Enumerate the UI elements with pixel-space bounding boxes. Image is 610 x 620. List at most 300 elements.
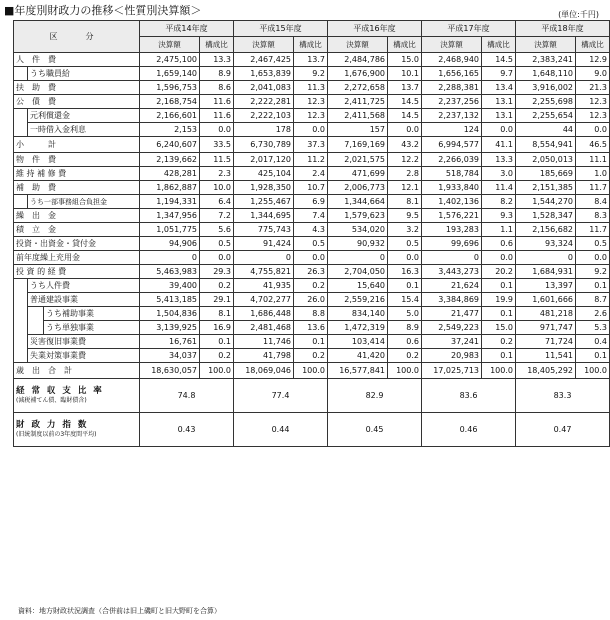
ratio-cell: 100.0	[294, 363, 328, 379]
ratio-cell: 7.2	[200, 209, 234, 223]
ratio-cell: 3.0	[482, 167, 516, 181]
amount-cell: 2,021,575	[328, 153, 388, 167]
amount-cell: 2,288,381	[422, 81, 482, 95]
amount-cell: 1,684,931	[516, 265, 576, 279]
year-header: 平成17年度	[422, 21, 516, 37]
amount-cell: 2,222,281	[234, 95, 294, 109]
ratio-cell: 26.0	[294, 293, 328, 307]
ratio-cell: 13.7	[388, 81, 422, 95]
ratio-cell: 8.1	[388, 195, 422, 209]
ratio-cell: 0.5	[388, 237, 422, 251]
ratio-cell: 11.7	[576, 181, 610, 195]
amount-cell: 1,344,664	[328, 195, 388, 209]
year-header: 平成18年度	[516, 21, 610, 37]
ratio-cell: 11.2	[294, 153, 328, 167]
indent-cell	[28, 307, 44, 321]
ratio-cell: 15.0	[388, 53, 422, 67]
ratio-cell: 9.2	[576, 265, 610, 279]
ratio-cell: 0.6	[482, 237, 516, 251]
unit-label: (単位:千円)	[558, 10, 599, 19]
ratio-cell: 7.4	[294, 209, 328, 223]
ratio-cell: 0.1	[482, 279, 516, 293]
ratio-cell: 9.2	[294, 67, 328, 81]
ratio-cell: 10.7	[294, 181, 328, 195]
ratio-cell: 2.4	[294, 167, 328, 181]
ratio-cell: 8.3	[576, 209, 610, 223]
amount-cell: 2,475,100	[140, 53, 200, 67]
row-label: 公 債 費	[14, 95, 140, 109]
amount-cell: 1,544,270	[516, 195, 576, 209]
ratio-subheader: 構成比	[388, 37, 422, 53]
amount-cell: 1,648,110	[516, 67, 576, 81]
ratio-cell: 2.6	[576, 307, 610, 321]
row-label: うち職員給	[28, 67, 140, 81]
amount-cell: 13,397	[516, 279, 576, 293]
ratio-subheader: 構成比	[482, 37, 516, 53]
amount-cell: 124	[422, 123, 482, 137]
amount-cell: 93,324	[516, 237, 576, 251]
amount-cell: 1,862,887	[140, 181, 200, 195]
ratio-cell: 0.2	[388, 349, 422, 363]
table-row	[14, 109, 610, 123]
row-label: 元利償還金	[28, 109, 140, 123]
year-header: 平成14年度	[140, 21, 234, 37]
amount-cell: 1,933,840	[422, 181, 482, 195]
table-row	[14, 137, 610, 153]
summary-value: 74.8	[140, 379, 234, 413]
amount-cell: 775,743	[234, 223, 294, 237]
amount-cell: 103,414	[328, 335, 388, 349]
amount-cell: 1,504,836	[140, 307, 200, 321]
ratio-cell: 1.1	[482, 223, 516, 237]
summary-note: (旧統制度以前の3年度間平均)	[16, 430, 97, 438]
amount-cell: 2,050,013	[516, 153, 576, 167]
row-label: 歳 出 合 計	[14, 363, 140, 379]
amount-cell: 2,255,654	[516, 109, 576, 123]
row-label: うち人件費	[28, 279, 140, 293]
summary-title: 財 政 力 指 数	[16, 419, 89, 430]
ratio-cell: 14.5	[388, 109, 422, 123]
ratio-cell: 13.7	[294, 53, 328, 67]
ratio-cell: 0.1	[294, 335, 328, 349]
amount-cell: 2,237,132	[422, 109, 482, 123]
amount-cell: 1,347,956	[140, 209, 200, 223]
amount-cell: 2,549,223	[422, 321, 482, 335]
row-label: 積 立 金	[14, 223, 140, 237]
ratio-cell: 33.5	[200, 137, 234, 153]
row-label: うち補助事業	[44, 307, 140, 321]
ratio-cell: 6.4	[200, 195, 234, 209]
amount-cell: 1,194,331	[140, 195, 200, 209]
ratio-cell: 16.9	[200, 321, 234, 335]
amount-cell: 1,596,753	[140, 81, 200, 95]
amount-cell: 71,724	[516, 335, 576, 349]
ratio-cell: 100.0	[200, 363, 234, 379]
ratio-cell: 0.0	[200, 123, 234, 137]
amount-cell: 0	[140, 251, 200, 265]
ratio-cell: 13.3	[200, 53, 234, 67]
ratio-cell: 11.1	[576, 153, 610, 167]
amount-cell: 91,424	[234, 237, 294, 251]
ratio-cell: 0.2	[482, 335, 516, 349]
row-label: 投 資 的 経 費	[14, 265, 140, 279]
summary-value: 83.6	[422, 379, 516, 413]
year-header: 平成15年度	[234, 21, 328, 37]
table-row	[14, 307, 610, 321]
row-label: 人 件 費	[14, 53, 140, 67]
amount-cell: 1,472,319	[328, 321, 388, 335]
ratio-cell: 0.1	[388, 279, 422, 293]
amount-cell: 6,240,607	[140, 137, 200, 153]
amount-cell: 94,906	[140, 237, 200, 251]
amount-cell: 534,020	[328, 223, 388, 237]
indent-cell	[14, 293, 28, 307]
ratio-cell: 12.2	[388, 153, 422, 167]
ratio-cell: 1.0	[576, 167, 610, 181]
summary-value: 0.43	[140, 413, 234, 447]
table-row	[14, 53, 610, 67]
amount-cell: 6,994,577	[422, 137, 482, 153]
ratio-cell: 0.5	[200, 237, 234, 251]
ratio-cell: 12.3	[294, 109, 328, 123]
table-row	[14, 81, 610, 95]
ratio-cell: 100.0	[576, 363, 610, 379]
amount-cell: 2,255,698	[516, 95, 576, 109]
ratio-cell: 0.0	[388, 251, 422, 265]
amount-cell: 1,528,347	[516, 209, 576, 223]
table-row	[14, 195, 610, 209]
amount-cell: 1,928,350	[234, 181, 294, 195]
row-label: 扶 助 費	[14, 81, 140, 95]
amount-subheader: 決算額	[140, 37, 200, 53]
row-label: 投資・出資金・貸付金	[14, 237, 140, 251]
amount-cell: 11,541	[516, 349, 576, 363]
ratio-cell: 13.1	[482, 109, 516, 123]
ratio-cell: 100.0	[388, 363, 422, 379]
amount-cell: 481,218	[516, 307, 576, 321]
amount-cell: 2,237,256	[422, 95, 482, 109]
summary-note: (減税補てん債、臨財債含)	[16, 396, 87, 404]
amount-cell: 1,576,221	[422, 209, 482, 223]
amount-cell: 157	[328, 123, 388, 137]
indent-cell	[14, 321, 28, 335]
ratio-cell: 12.1	[388, 181, 422, 195]
row-label: 小 計	[14, 137, 140, 153]
ratio-cell: 5.3	[576, 321, 610, 335]
amount-cell: 518,784	[422, 167, 482, 181]
ratio-cell: 6.9	[294, 195, 328, 209]
finance-table	[13, 20, 610, 447]
amount-cell: 185,669	[516, 167, 576, 181]
amount-cell: 2,481,468	[234, 321, 294, 335]
ratio-cell: 16.3	[388, 265, 422, 279]
amount-cell: 2,704,050	[328, 265, 388, 279]
amount-cell: 5,463,983	[140, 265, 200, 279]
amount-cell: 0	[422, 251, 482, 265]
amount-cell: 2,153	[140, 123, 200, 137]
amount-cell: 3,384,869	[422, 293, 482, 307]
ratio-cell: 0.0	[294, 123, 328, 137]
amount-cell: 7,169,169	[328, 137, 388, 153]
ratio-subheader: 構成比	[576, 37, 610, 53]
amount-cell: 17,025,713	[422, 363, 482, 379]
ratio-cell: 0.1	[576, 349, 610, 363]
row-label: 災害復旧事業費	[28, 335, 140, 349]
ratio-cell: 100.0	[482, 363, 516, 379]
amount-cell: 18,405,292	[516, 363, 576, 379]
summary-value: 0.46	[422, 413, 516, 447]
amount-cell: 6,730,789	[234, 137, 294, 153]
amount-cell: 2,151,385	[516, 181, 576, 195]
amount-cell: 2,411,725	[328, 95, 388, 109]
amount-cell: 971,747	[516, 321, 576, 335]
ratio-cell: 0.0	[482, 123, 516, 137]
amount-cell: 18,069,046	[234, 363, 294, 379]
ratio-cell: 0.0	[482, 251, 516, 265]
ratio-cell: 0.0	[388, 123, 422, 137]
ratio-cell: 0.1	[482, 307, 516, 321]
row-label: 物 件 費	[14, 153, 140, 167]
row-label: 維 持 補 修 費	[14, 167, 140, 181]
amount-subheader: 決算額	[328, 37, 388, 53]
amount-cell: 1,601,666	[516, 293, 576, 307]
amount-cell: 18,630,057	[140, 363, 200, 379]
ratio-cell: 8.9	[388, 321, 422, 335]
amount-cell: 8,554,941	[516, 137, 576, 153]
amount-cell: 37,241	[422, 335, 482, 349]
table-row	[14, 335, 610, 349]
summary-value: 82.9	[328, 379, 422, 413]
row-label: 一時借入金利息	[28, 123, 140, 137]
ratio-cell: 11.7	[576, 223, 610, 237]
amount-cell: 4,702,277	[234, 293, 294, 307]
ratio-cell: 0.1	[482, 349, 516, 363]
ratio-cell: 29.1	[200, 293, 234, 307]
ratio-cell: 19.9	[482, 293, 516, 307]
amount-cell: 41,935	[234, 279, 294, 293]
amount-cell: 41,420	[328, 349, 388, 363]
table-row	[14, 153, 610, 167]
table-row	[14, 95, 610, 109]
ratio-cell: 13.6	[294, 321, 328, 335]
ratio-cell: 5.6	[200, 223, 234, 237]
ratio-subheader: 構成比	[200, 37, 234, 53]
amount-cell: 428,281	[140, 167, 200, 181]
ratio-cell: 8.9	[200, 67, 234, 81]
ratio-cell: 0.5	[576, 237, 610, 251]
amount-cell: 1,656,165	[422, 67, 482, 81]
ratio-cell: 0.4	[576, 335, 610, 349]
ratio-subheader: 構成比	[294, 37, 328, 53]
amount-cell: 1,686,448	[234, 307, 294, 321]
row-label: 前年度繰上充用金	[14, 251, 140, 265]
amount-cell: 1,676,900	[328, 67, 388, 81]
amount-cell: 1,344,695	[234, 209, 294, 223]
summary-value: 0.47	[516, 413, 610, 447]
amount-cell: 1,255,467	[234, 195, 294, 209]
row-label: 失業対策事業費	[28, 349, 140, 363]
ratio-cell: 8.8	[294, 307, 328, 321]
ratio-cell: 10.0	[200, 181, 234, 195]
ratio-cell: 11.6	[200, 95, 234, 109]
amount-cell: 2,222,103	[234, 109, 294, 123]
ratio-cell: 0.0	[576, 251, 610, 265]
summary-row	[14, 413, 610, 447]
table-row	[14, 321, 610, 335]
ratio-cell: 9.3	[482, 209, 516, 223]
amount-subheader: 決算額	[516, 37, 576, 53]
ratio-cell: 3.2	[388, 223, 422, 237]
ratio-cell: 29.3	[200, 265, 234, 279]
ratio-cell: 41.1	[482, 137, 516, 153]
ratio-cell: 0.6	[388, 335, 422, 349]
ratio-cell: 14.5	[482, 53, 516, 67]
amount-cell: 1,051,775	[140, 223, 200, 237]
ratio-cell: 0.2	[294, 279, 328, 293]
amount-cell: 3,139,925	[140, 321, 200, 335]
summary-title: 経 常 収 支 比 率	[16, 385, 104, 396]
ratio-cell: 2.3	[200, 167, 234, 181]
ratio-cell: 0.2	[294, 349, 328, 363]
ratio-cell: 0.1	[576, 279, 610, 293]
ratio-cell: 21.3	[576, 81, 610, 95]
ratio-cell: 8.2	[482, 195, 516, 209]
amount-cell: 2,467,425	[234, 53, 294, 67]
summary-label	[14, 413, 140, 447]
ratio-cell: 0.2	[200, 349, 234, 363]
ratio-cell: 0.2	[200, 279, 234, 293]
ratio-cell: 15.4	[388, 293, 422, 307]
ratio-cell: 37.3	[294, 137, 328, 153]
amount-cell: 16,761	[140, 335, 200, 349]
amount-cell: 1,402,136	[422, 195, 482, 209]
ratio-cell: 13.4	[482, 81, 516, 95]
summary-label	[14, 379, 140, 413]
amount-cell: 2,139,662	[140, 153, 200, 167]
amount-cell: 15,640	[328, 279, 388, 293]
ratio-cell: 0.0	[200, 251, 234, 265]
ratio-cell: 13.1	[482, 95, 516, 109]
amount-cell: 2,272,658	[328, 81, 388, 95]
ratio-cell: 9.7	[482, 67, 516, 81]
ratio-cell: 11.6	[200, 109, 234, 123]
amount-cell: 3,916,002	[516, 81, 576, 95]
ratio-cell: 8.7	[576, 293, 610, 307]
year-header: 平成16年度	[328, 21, 422, 37]
ratio-cell: 12.3	[294, 95, 328, 109]
indent-cell	[14, 335, 28, 349]
amount-cell: 2,017,120	[234, 153, 294, 167]
table-row	[14, 363, 610, 379]
table-row	[14, 167, 610, 181]
amount-cell: 2,559,216	[328, 293, 388, 307]
table-row	[14, 349, 610, 363]
ratio-cell: 0.0	[576, 123, 610, 137]
amount-cell: 11,746	[234, 335, 294, 349]
table-row	[14, 293, 610, 307]
ratio-cell: 2.8	[388, 167, 422, 181]
ratio-cell: 26.3	[294, 265, 328, 279]
summary-value: 77.4	[234, 379, 328, 413]
amount-cell: 4,755,821	[234, 265, 294, 279]
amount-cell: 1,659,140	[140, 67, 200, 81]
amount-cell: 2,041,083	[234, 81, 294, 95]
ratio-cell: 0.1	[200, 335, 234, 349]
ratio-cell: 46.5	[576, 137, 610, 153]
row-label: うち単独事業	[44, 321, 140, 335]
indent-cell	[28, 321, 44, 335]
amount-cell: 2,383,241	[516, 53, 576, 67]
amount-subheader: 決算額	[234, 37, 294, 53]
indent-cell	[14, 109, 28, 123]
ratio-cell: 0.5	[294, 237, 328, 251]
amount-cell: 834,140	[328, 307, 388, 321]
ratio-cell: 0.0	[294, 251, 328, 265]
ratio-cell: 43.2	[388, 137, 422, 153]
ratio-cell: 11.4	[482, 181, 516, 195]
ratio-cell: 15.0	[482, 321, 516, 335]
row-label: うち一部事務組合負担金	[28, 195, 140, 209]
ratio-cell: 8.1	[200, 307, 234, 321]
ratio-cell: 14.5	[388, 95, 422, 109]
table-body	[14, 53, 610, 447]
amount-cell: 2,266,039	[422, 153, 482, 167]
amount-cell: 1,653,839	[234, 67, 294, 81]
row-label: 繰 出 金	[14, 209, 140, 223]
category-header: 区 分	[14, 21, 140, 53]
amount-cell: 2,006,773	[328, 181, 388, 195]
indent-cell	[14, 67, 28, 81]
amount-cell: 425,104	[234, 167, 294, 181]
amount-cell: 178	[234, 123, 294, 137]
amount-cell: 5,413,185	[140, 293, 200, 307]
row-label: 補 助 費	[14, 181, 140, 195]
indent-cell	[14, 349, 28, 363]
ratio-cell: 8.6	[200, 81, 234, 95]
amount-cell: 193,283	[422, 223, 482, 237]
ratio-cell: 12.9	[576, 53, 610, 67]
amount-cell: 90,932	[328, 237, 388, 251]
table-row	[14, 67, 610, 81]
source-note: 資料：地方財政状況調査（合併前は旧上磯町と旧大野町を合算）	[18, 607, 221, 615]
amount-cell: 0	[328, 251, 388, 265]
amount-cell: 1,579,623	[328, 209, 388, 223]
ratio-cell: 4.3	[294, 223, 328, 237]
table-row	[14, 223, 610, 237]
table-row	[14, 123, 610, 137]
table-row	[14, 251, 610, 265]
ratio-cell: 9.5	[388, 209, 422, 223]
ratio-cell: 9.0	[576, 67, 610, 81]
amount-cell: 41,798	[234, 349, 294, 363]
amount-cell: 2,468,940	[422, 53, 482, 67]
amount-cell: 2,411,568	[328, 109, 388, 123]
amount-cell: 21,624	[422, 279, 482, 293]
summary-value: 83.3	[516, 379, 610, 413]
amount-cell: 0	[234, 251, 294, 265]
amount-cell: 2,168,754	[140, 95, 200, 109]
ratio-cell: 12.3	[576, 95, 610, 109]
amount-cell: 0	[516, 251, 576, 265]
indent-cell	[14, 279, 28, 293]
summary-value: 0.44	[234, 413, 328, 447]
amount-cell: 16,577,841	[328, 363, 388, 379]
table-row	[14, 237, 610, 251]
ratio-cell: 8.4	[576, 195, 610, 209]
ratio-cell: 11.3	[294, 81, 328, 95]
table-row	[14, 265, 610, 279]
amount-cell: 39,400	[140, 279, 200, 293]
